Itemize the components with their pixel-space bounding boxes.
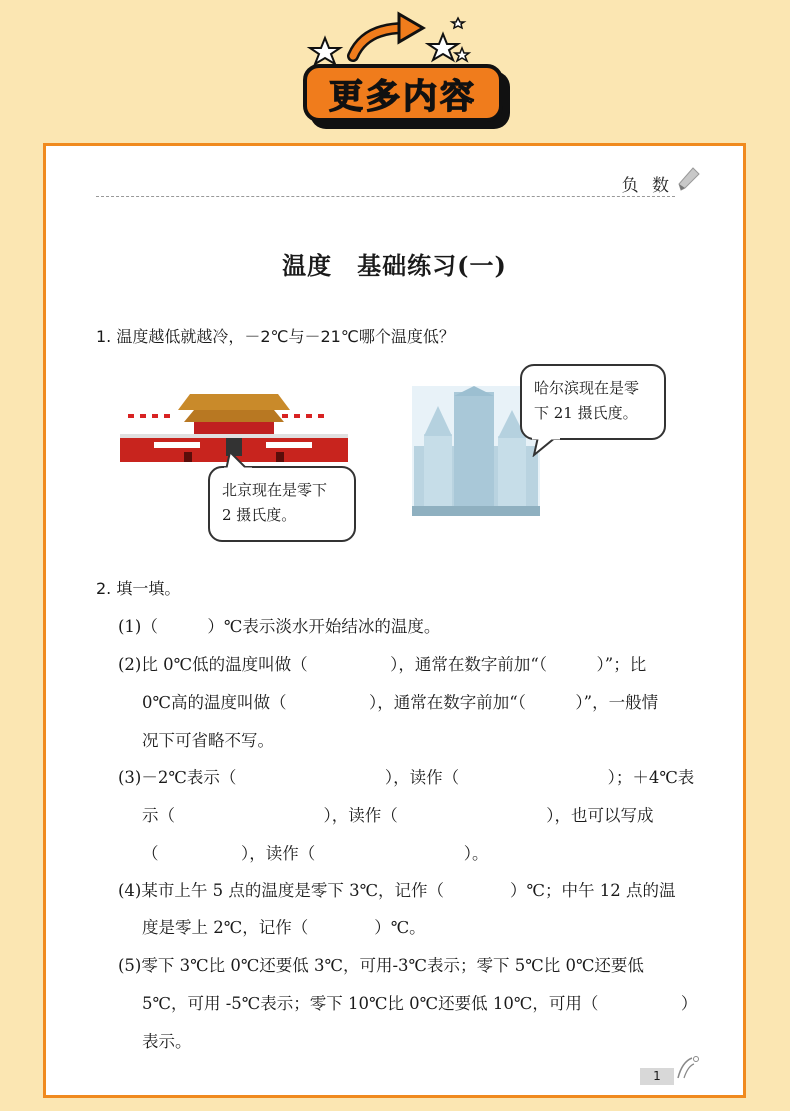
- fill-line: (1)（ ）℃表示淡水开始结冰的温度。: [118, 617, 441, 636]
- pencil-icon: [677, 164, 701, 192]
- page-title: 温度 基础练习(一): [282, 251, 507, 280]
- question-2-heading: 2. 填一填。: [96, 579, 181, 598]
- header-badge-area: [295, 8, 525, 128]
- fill-line: 况下可省略不写。: [142, 731, 274, 750]
- swirl-icon: [674, 1054, 704, 1080]
- fill-line: 0℃高的温度叫做（ ），通常在数字前加“（ ）”，一般情: [142, 693, 659, 712]
- header-divider: [96, 196, 675, 197]
- bubble-tail: [532, 437, 562, 457]
- more-content-label: 更多内容: [329, 76, 477, 117]
- fill-line: (5)零下 3℃比 0℃还要低 3℃，可用-3℃表示；零下 5℃比 0℃还要低: [118, 956, 644, 975]
- question-1-text: 1. 温度越低就越冷，－2℃与－21℃哪个温度低？: [96, 327, 455, 346]
- fill-line: 度是零上 2℃，记作（ ）℃。: [142, 918, 426, 937]
- beijing-speech-bubble: 北京现在是零下 2 摄氏度。: [208, 466, 356, 542]
- fill-line: 5℃，可用 -5℃表示；零下 10℃比 0℃还要低 10℃，可用（ ）: [142, 994, 698, 1013]
- worksheet-page: [43, 143, 746, 1098]
- fill-line: 表示。: [142, 1032, 192, 1051]
- harbin-speech-bubble: 哈尔滨现在是零 下 21 摄氏度。: [520, 364, 666, 440]
- page-number: 1: [640, 1068, 674, 1085]
- fill-line: （ ），读作（ ）。: [142, 844, 489, 863]
- fill-line: (4)某市上午 5 点的温度是零下 3℃，记作（ ）℃；中午 12 点的温: [118, 881, 676, 900]
- fill-line: 示（ ），读作（ ），也可以写成: [142, 806, 654, 825]
- bubble-tail: [224, 452, 254, 470]
- fill-line: (3)－2℃表示（ ），读作（ ）；＋4℃表: [118, 768, 695, 787]
- fill-line: (2)比 0℃低的温度叫做（ ），通常在数字前加“（ ）”；比: [118, 655, 647, 674]
- more-content-button[interactable]: [303, 64, 503, 122]
- section-tag: 负 数: [621, 176, 673, 196]
